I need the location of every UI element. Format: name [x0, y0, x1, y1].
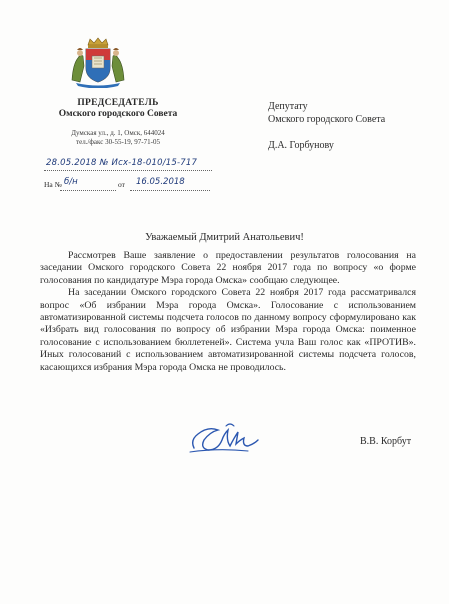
letter-paragraph-2: На заседании Омского городского Совета 22 ноября 2017 года рассматривался вопрос «Об избрании Мэра города Омска». Голосование с использованием автоматизированной системы подсчета голосов по данному вопросу сформулировано как «Избрать вид голосования по вопросу об избрании Мэра города Омска: поименное голосование с использованием бюллетеней». Система учла Ваш голос как «ПРОТИВ». Иных голосований с использованием автоматизированной системы подсчета голосов, касающихся избрания Мэра города Омска не проводилось. [40, 287, 416, 373]
sender-address [38, 129, 198, 147]
sender-address-phone: тел./факс 30-55-19, 97-71-05 [76, 138, 160, 146]
sender-organization: Омского городского Совета [58, 109, 178, 119]
recipient-position: Депутату [268, 101, 308, 112]
reference-number-line [60, 190, 116, 191]
reference-date-handwritten: 16.05.2018 [136, 177, 185, 187]
letter-body [40, 250, 416, 374]
outgoing-number-handwritten: 28.05.2018 № Исх-18-010/15-717 [46, 158, 198, 168]
incoming-reference [44, 178, 214, 192]
outgoing-registration [44, 158, 214, 172]
reference-date-label: от [118, 180, 125, 189]
sender-title: ПРЕДСЕДАТЕЛЬ [77, 98, 159, 108]
sender-block [38, 98, 198, 147]
recipient-block [268, 100, 438, 152]
registration-dotted-line [44, 170, 212, 171]
reference-date-line [130, 190, 210, 191]
reference-number-label: На № [44, 180, 62, 189]
omsk-coat-of-arms-icon [66, 36, 130, 88]
letter-paragraph-1: Рассмотрев Ваше заявление о предоставлении результатов голосования на заседании Омского городского Совета 22 ноября 2017 года по вопросу «о форме голосования по кандидатуре Мэра города Омска» сообщаю следующее. [40, 250, 416, 286]
reference-number-handwritten: б/н [64, 177, 78, 187]
signer-name: В.В. Корбут [360, 436, 412, 447]
handwritten-signature [188, 418, 272, 458]
letter-greeting: Уважаемый Дмитрий Анатольевич! [145, 232, 304, 243]
sender-address-street: Думская ул., д. 1, Омск, 644024 [71, 129, 165, 137]
recipient-name: Д.А. Горбунову [268, 140, 334, 151]
recipient-organization: Омского городского Совета [268, 114, 386, 125]
